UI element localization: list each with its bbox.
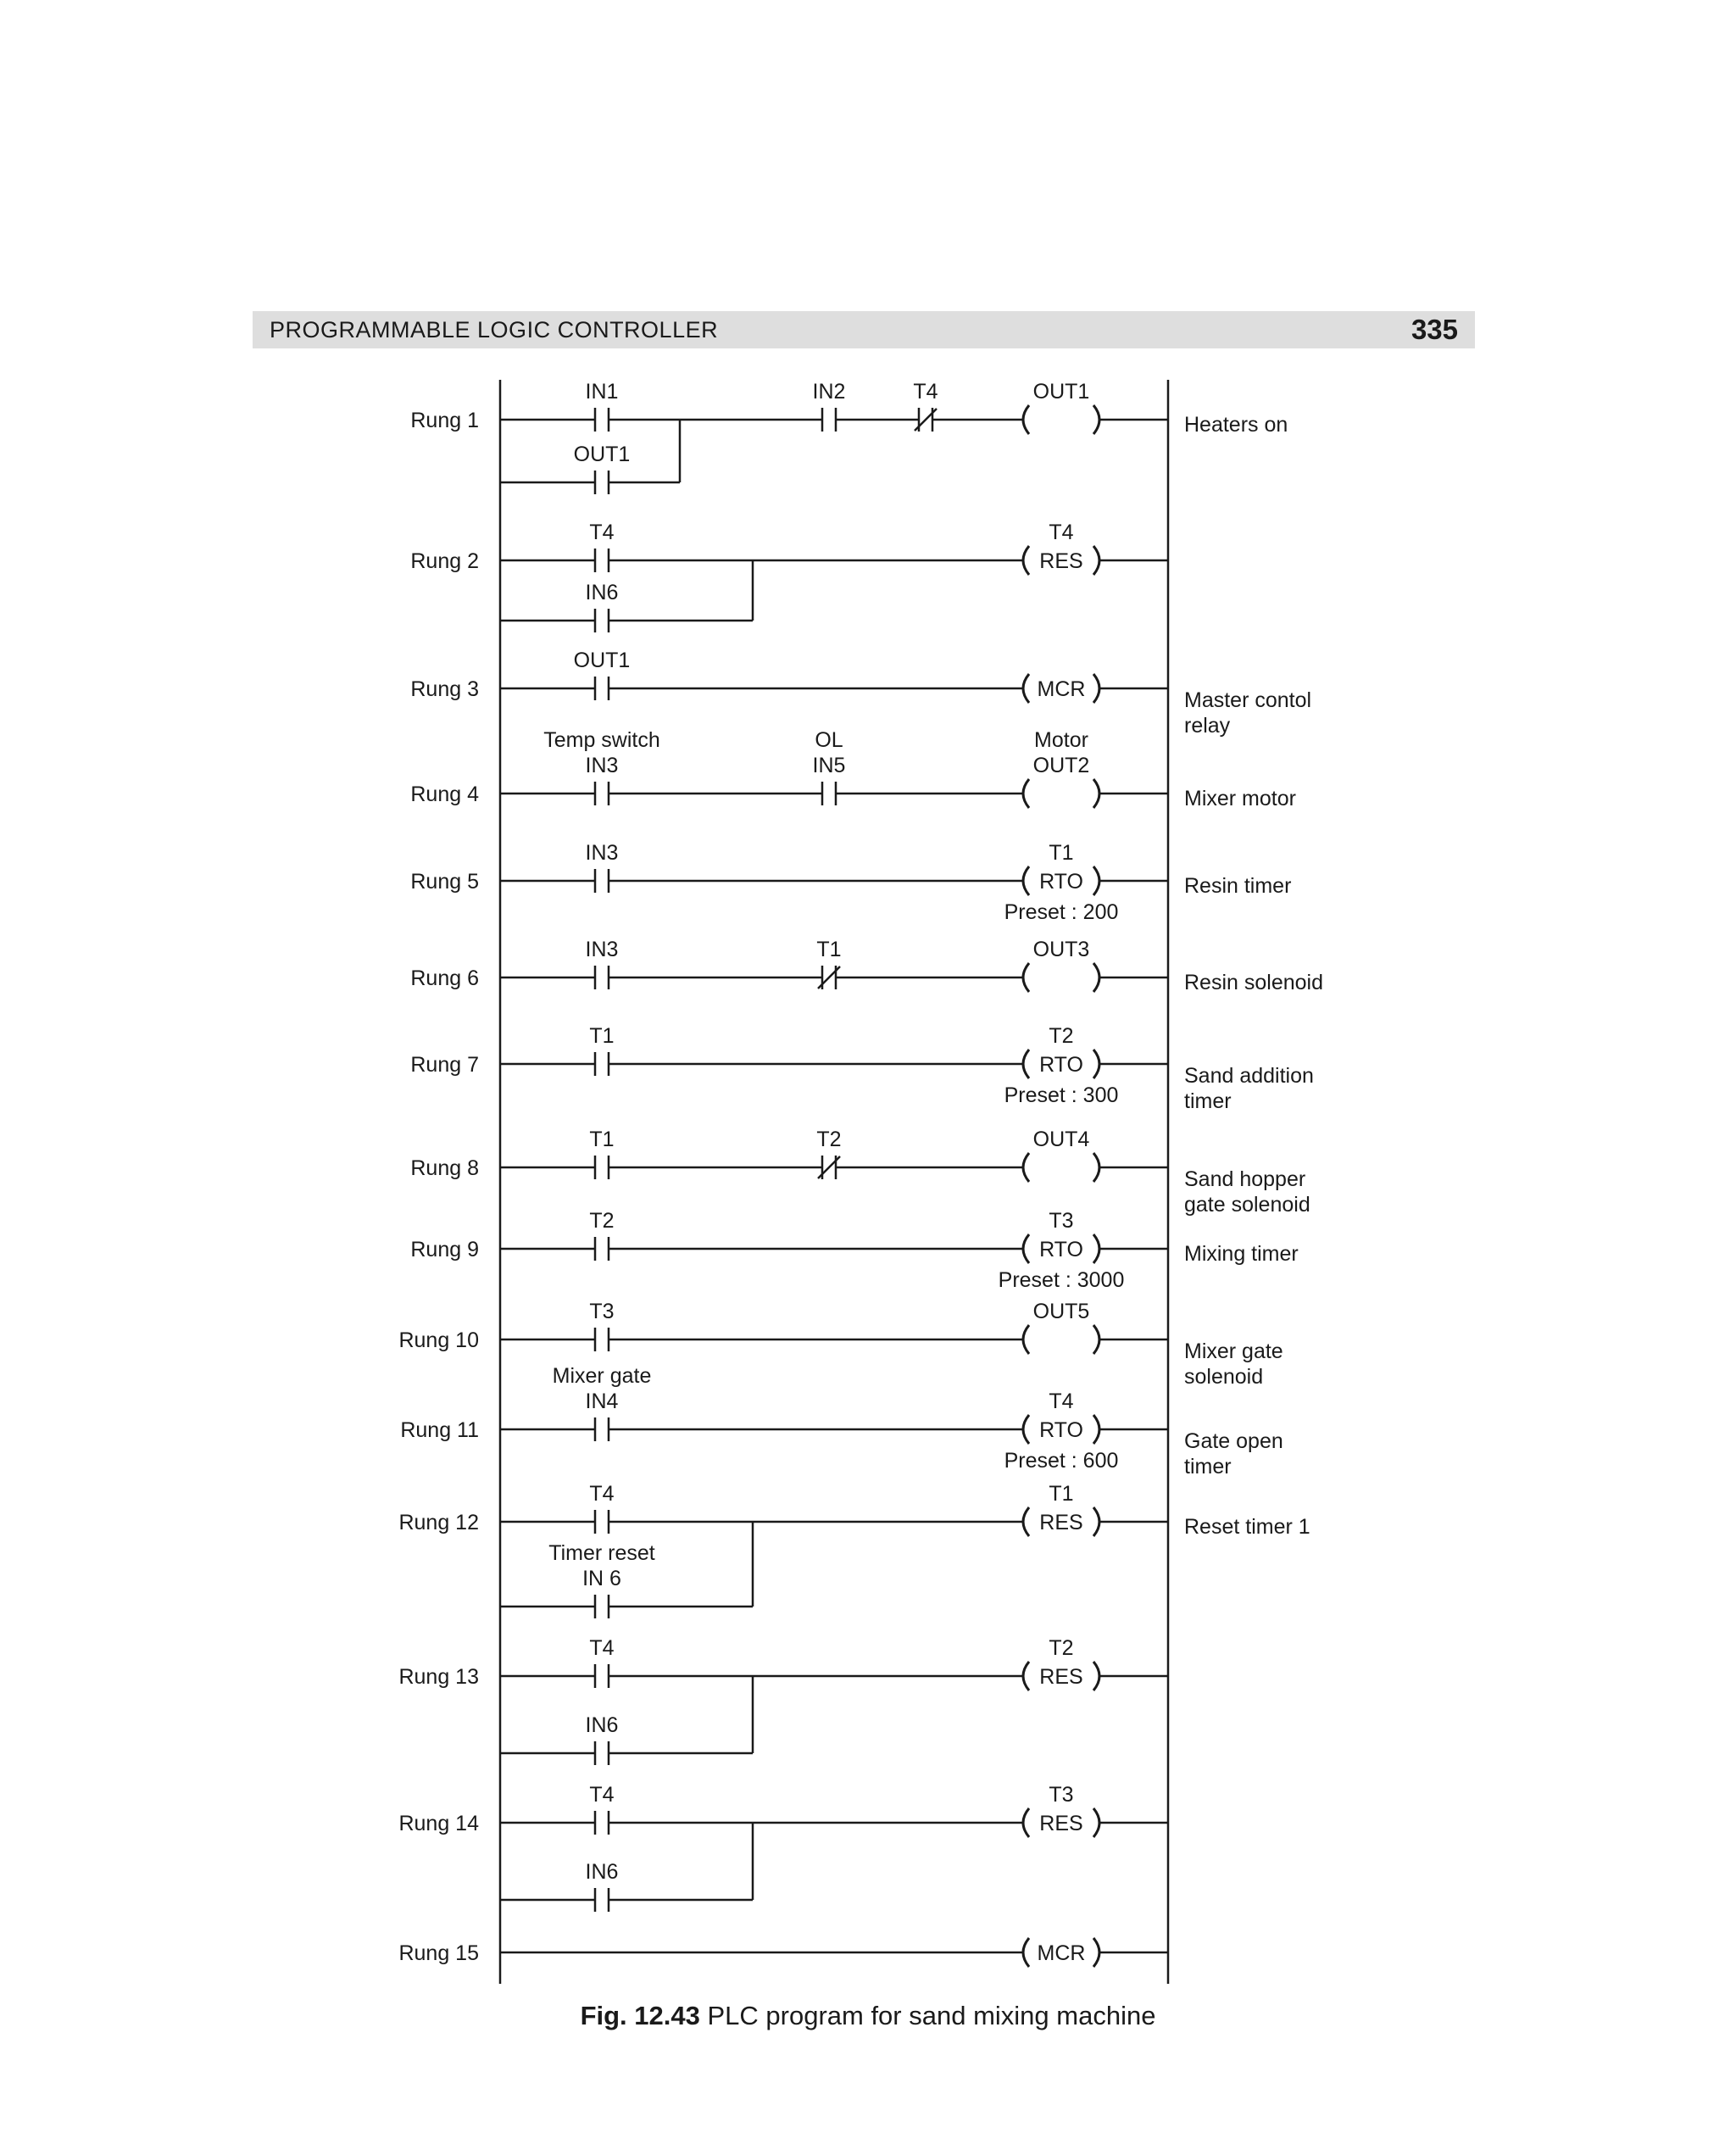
rung-label: Rung 12 [398, 1511, 479, 1534]
contact-label: IN4 [585, 1390, 619, 1413]
rung-description: Sand hopper [1184, 1167, 1306, 1191]
rung-description: Resin timer [1184, 874, 1292, 898]
rung-description: gate solenoid [1184, 1193, 1310, 1217]
timer-preset: Preset : 600 [1004, 1449, 1119, 1473]
contact-label: T4 [589, 1636, 615, 1660]
branch-contact-label: IN6 [585, 581, 619, 604]
timer-preset: Preset : 200 [1004, 900, 1119, 924]
branch-contact-label: OUT1 [573, 443, 631, 466]
branch-contact-label: IN6 [585, 1713, 619, 1737]
no-contact [595, 966, 609, 989]
output-coil [1023, 866, 1099, 895]
coil-left-arc [1023, 1153, 1029, 1182]
no-contact [595, 1664, 609, 1688]
rung-label: Rung 14 [398, 1812, 479, 1835]
coil-right-arc [1093, 674, 1099, 703]
rung-3 [410, 649, 1311, 738]
rung-label: Rung 6 [410, 966, 479, 990]
coil-label: T1 [1049, 841, 1074, 865]
branch-contact-label: IN6 [585, 1860, 619, 1884]
rung-8 [410, 1128, 1310, 1217]
output-coil [1023, 1507, 1099, 1536]
coil-left-arc [1023, 674, 1029, 703]
rung-label: Rung 2 [410, 549, 479, 573]
no-contact [595, 782, 609, 805]
rung-11 [400, 1364, 1283, 1479]
output-coil [1023, 1234, 1099, 1263]
coil-instruction: RTO [1039, 1053, 1083, 1077]
coil-label: T1 [1049, 1482, 1074, 1506]
no-contact [822, 408, 836, 432]
rung-13 [398, 1636, 1168, 1765]
no-contact [595, 1510, 609, 1534]
rung-description: Mixer gate [1184, 1339, 1283, 1363]
coil-left-arc [1023, 1415, 1029, 1444]
contact-label: OL [815, 728, 843, 752]
rung-label: Rung 9 [410, 1238, 479, 1261]
rung-description: relay [1184, 714, 1231, 738]
rung-label: Rung 4 [410, 782, 479, 806]
coil-right-arc [1093, 1153, 1099, 1182]
coil-left-arc [1023, 1662, 1029, 1690]
contact-label: T1 [589, 1128, 615, 1151]
contact-label: T4 [589, 521, 615, 544]
rung-description: Gate open [1184, 1429, 1283, 1453]
rung-5 [410, 841, 1291, 924]
coil-right-arc [1093, 546, 1099, 575]
rung-label: Rung 13 [398, 1665, 479, 1689]
rung-15 [398, 1938, 1168, 1967]
contact-label: IN5 [812, 754, 846, 777]
coil-label: T3 [1049, 1783, 1074, 1807]
coil-label: T2 [1049, 1024, 1074, 1048]
contact-label: IN3 [585, 754, 619, 777]
branch-no-contact [595, 609, 609, 632]
figure-title: PLC program for sand mixing machine [707, 2001, 1156, 2030]
contact-label: T4 [589, 1482, 615, 1506]
rung-description: Mixer motor [1184, 787, 1296, 810]
contact-label: Mixer gate [552, 1364, 652, 1388]
contact-label: IN2 [812, 380, 846, 404]
contact-label: T4 [913, 380, 938, 404]
coil-right-arc [1093, 1808, 1099, 1837]
rung-description: Sand addition [1184, 1064, 1314, 1088]
branch-contact-label: Timer reset [548, 1541, 655, 1565]
branch-no-contact [595, 1888, 609, 1912]
coil-label: T4 [1049, 1390, 1074, 1413]
contact-label: IN1 [585, 380, 619, 404]
coil-label: OUT1 [1032, 380, 1090, 404]
nc-contact [818, 966, 840, 989]
coil-label: OUT5 [1032, 1300, 1090, 1323]
coil-instruction: RES [1039, 1665, 1083, 1689]
rung-label: Rung 15 [398, 1941, 479, 1965]
coil-instruction: RTO [1039, 1418, 1083, 1442]
rung-4 [410, 728, 1296, 810]
output-coil [1023, 405, 1099, 434]
coil-left-arc [1023, 779, 1029, 808]
coil-label: OUT3 [1032, 938, 1090, 961]
contact-label: T2 [589, 1209, 615, 1233]
coil-left-arc [1023, 1050, 1029, 1078]
no-contact [595, 1417, 609, 1441]
coil-label: T4 [1049, 521, 1074, 544]
contact-label: T3 [589, 1300, 615, 1323]
branch-no-contact [595, 1741, 609, 1765]
coil-left-arc [1023, 1234, 1029, 1263]
coil-left-arc [1023, 1507, 1029, 1536]
coil-left-arc [1023, 546, 1029, 575]
coil-left-arc [1023, 1325, 1029, 1354]
coil-right-arc [1093, 405, 1099, 434]
figure-caption [0, 2001, 1736, 2031]
rung-description: Reset timer 1 [1184, 1515, 1310, 1539]
rung-label: Rung 5 [410, 870, 479, 894]
output-coil [1023, 1325, 1099, 1354]
no-contact [595, 408, 609, 432]
coil-label: OUT2 [1032, 754, 1090, 777]
no-contact [595, 1811, 609, 1835]
coil-left-arc [1023, 1808, 1029, 1837]
coil-right-arc [1093, 1050, 1099, 1078]
nc-contact [818, 1156, 840, 1179]
coil-instruction: RES [1039, 1812, 1083, 1835]
rung-10 [398, 1300, 1283, 1389]
coil-instruction: RES [1039, 549, 1083, 573]
rung-label: Rung 3 [410, 677, 479, 701]
rung-description: Resin solenoid [1184, 971, 1323, 994]
contact-label: IN3 [585, 841, 619, 865]
rung-description: timer [1184, 1455, 1232, 1479]
branch-no-contact [595, 471, 609, 494]
output-coil [1023, 674, 1099, 703]
output-coil [1023, 963, 1099, 992]
contact-label: T1 [589, 1024, 615, 1048]
rung-label: Rung 8 [410, 1156, 479, 1180]
coil-instruction: RES [1039, 1511, 1083, 1534]
coil-right-arc [1093, 1415, 1099, 1444]
rung-label: Rung 1 [410, 409, 479, 432]
output-coil [1023, 546, 1099, 575]
rung-1 [410, 380, 1288, 494]
rung-description: solenoid [1184, 1365, 1264, 1389]
output-coil [1023, 1153, 1099, 1182]
page-number: 335 [1410, 314, 1458, 345]
rung-12 [398, 1482, 1310, 1618]
coil-left-arc [1023, 866, 1029, 895]
rung-description: Master contol [1184, 688, 1312, 712]
rung-description: Heaters on [1184, 413, 1288, 437]
branch-no-contact [595, 1595, 609, 1618]
coil-right-arc [1093, 1938, 1099, 1967]
no-contact [595, 1328, 609, 1351]
timer-preset: Preset : 3000 [998, 1268, 1125, 1292]
coil-left-arc [1023, 405, 1029, 434]
contact-label: OUT1 [573, 649, 631, 672]
coil-label: Motor [1034, 728, 1088, 752]
rung-description: Mixing timer [1184, 1242, 1299, 1266]
rung-14 [398, 1783, 1168, 1912]
figure-number: Fig. 12.43 [580, 2001, 700, 2030]
rung-description: timer [1184, 1089, 1232, 1113]
coil-right-arc [1093, 1662, 1099, 1690]
output-coil [1023, 1415, 1099, 1444]
coil-label: T2 [1049, 1636, 1074, 1660]
output-coil [1023, 1050, 1099, 1078]
output-coil [1023, 1808, 1099, 1837]
contact-label: T4 [589, 1783, 615, 1807]
rung-6 [410, 938, 1323, 994]
coil-instruction: MCR [1037, 677, 1086, 701]
branch-contact-label: IN 6 [582, 1567, 621, 1590]
no-contact [595, 1156, 609, 1179]
coil-right-arc [1093, 963, 1099, 992]
coil-right-arc [1093, 866, 1099, 895]
contact-label: IN3 [585, 938, 619, 961]
coil-instruction: RTO [1039, 1238, 1083, 1261]
rung-label: Rung 10 [398, 1328, 479, 1352]
coil-left-arc [1023, 1938, 1029, 1967]
no-contact [822, 782, 836, 805]
coil-label: T3 [1049, 1209, 1074, 1233]
output-coil [1023, 779, 1099, 808]
timer-preset: Preset : 300 [1004, 1083, 1119, 1107]
rung-label: Rung 11 [400, 1418, 479, 1442]
contact-label: T2 [816, 1128, 842, 1151]
no-contact [595, 677, 609, 700]
no-contact [595, 549, 609, 572]
nc-contact [915, 408, 937, 432]
contact-label: Temp switch [543, 728, 660, 752]
coil-right-arc [1093, 1325, 1099, 1354]
coil-instruction: RTO [1039, 870, 1083, 894]
coil-right-arc [1093, 779, 1099, 808]
running-head: PROGRAMMABLE LOGIC CONTROLLER [270, 317, 719, 343]
coil-left-arc [1023, 963, 1029, 992]
rung-2 [410, 521, 1168, 632]
no-contact [595, 1052, 609, 1076]
coil-label: OUT4 [1032, 1128, 1090, 1151]
coil-right-arc [1093, 1507, 1099, 1536]
rung-label: Rung 7 [410, 1053, 479, 1077]
output-coil [1023, 1662, 1099, 1690]
rung-7 [410, 1024, 1314, 1113]
no-contact [595, 869, 609, 893]
contact-label: T1 [816, 938, 842, 961]
output-coil [1023, 1938, 1099, 1967]
rung-9 [410, 1209, 1298, 1292]
coil-right-arc [1093, 1234, 1099, 1263]
coil-instruction: MCR [1037, 1941, 1086, 1965]
no-contact [595, 1237, 609, 1261]
